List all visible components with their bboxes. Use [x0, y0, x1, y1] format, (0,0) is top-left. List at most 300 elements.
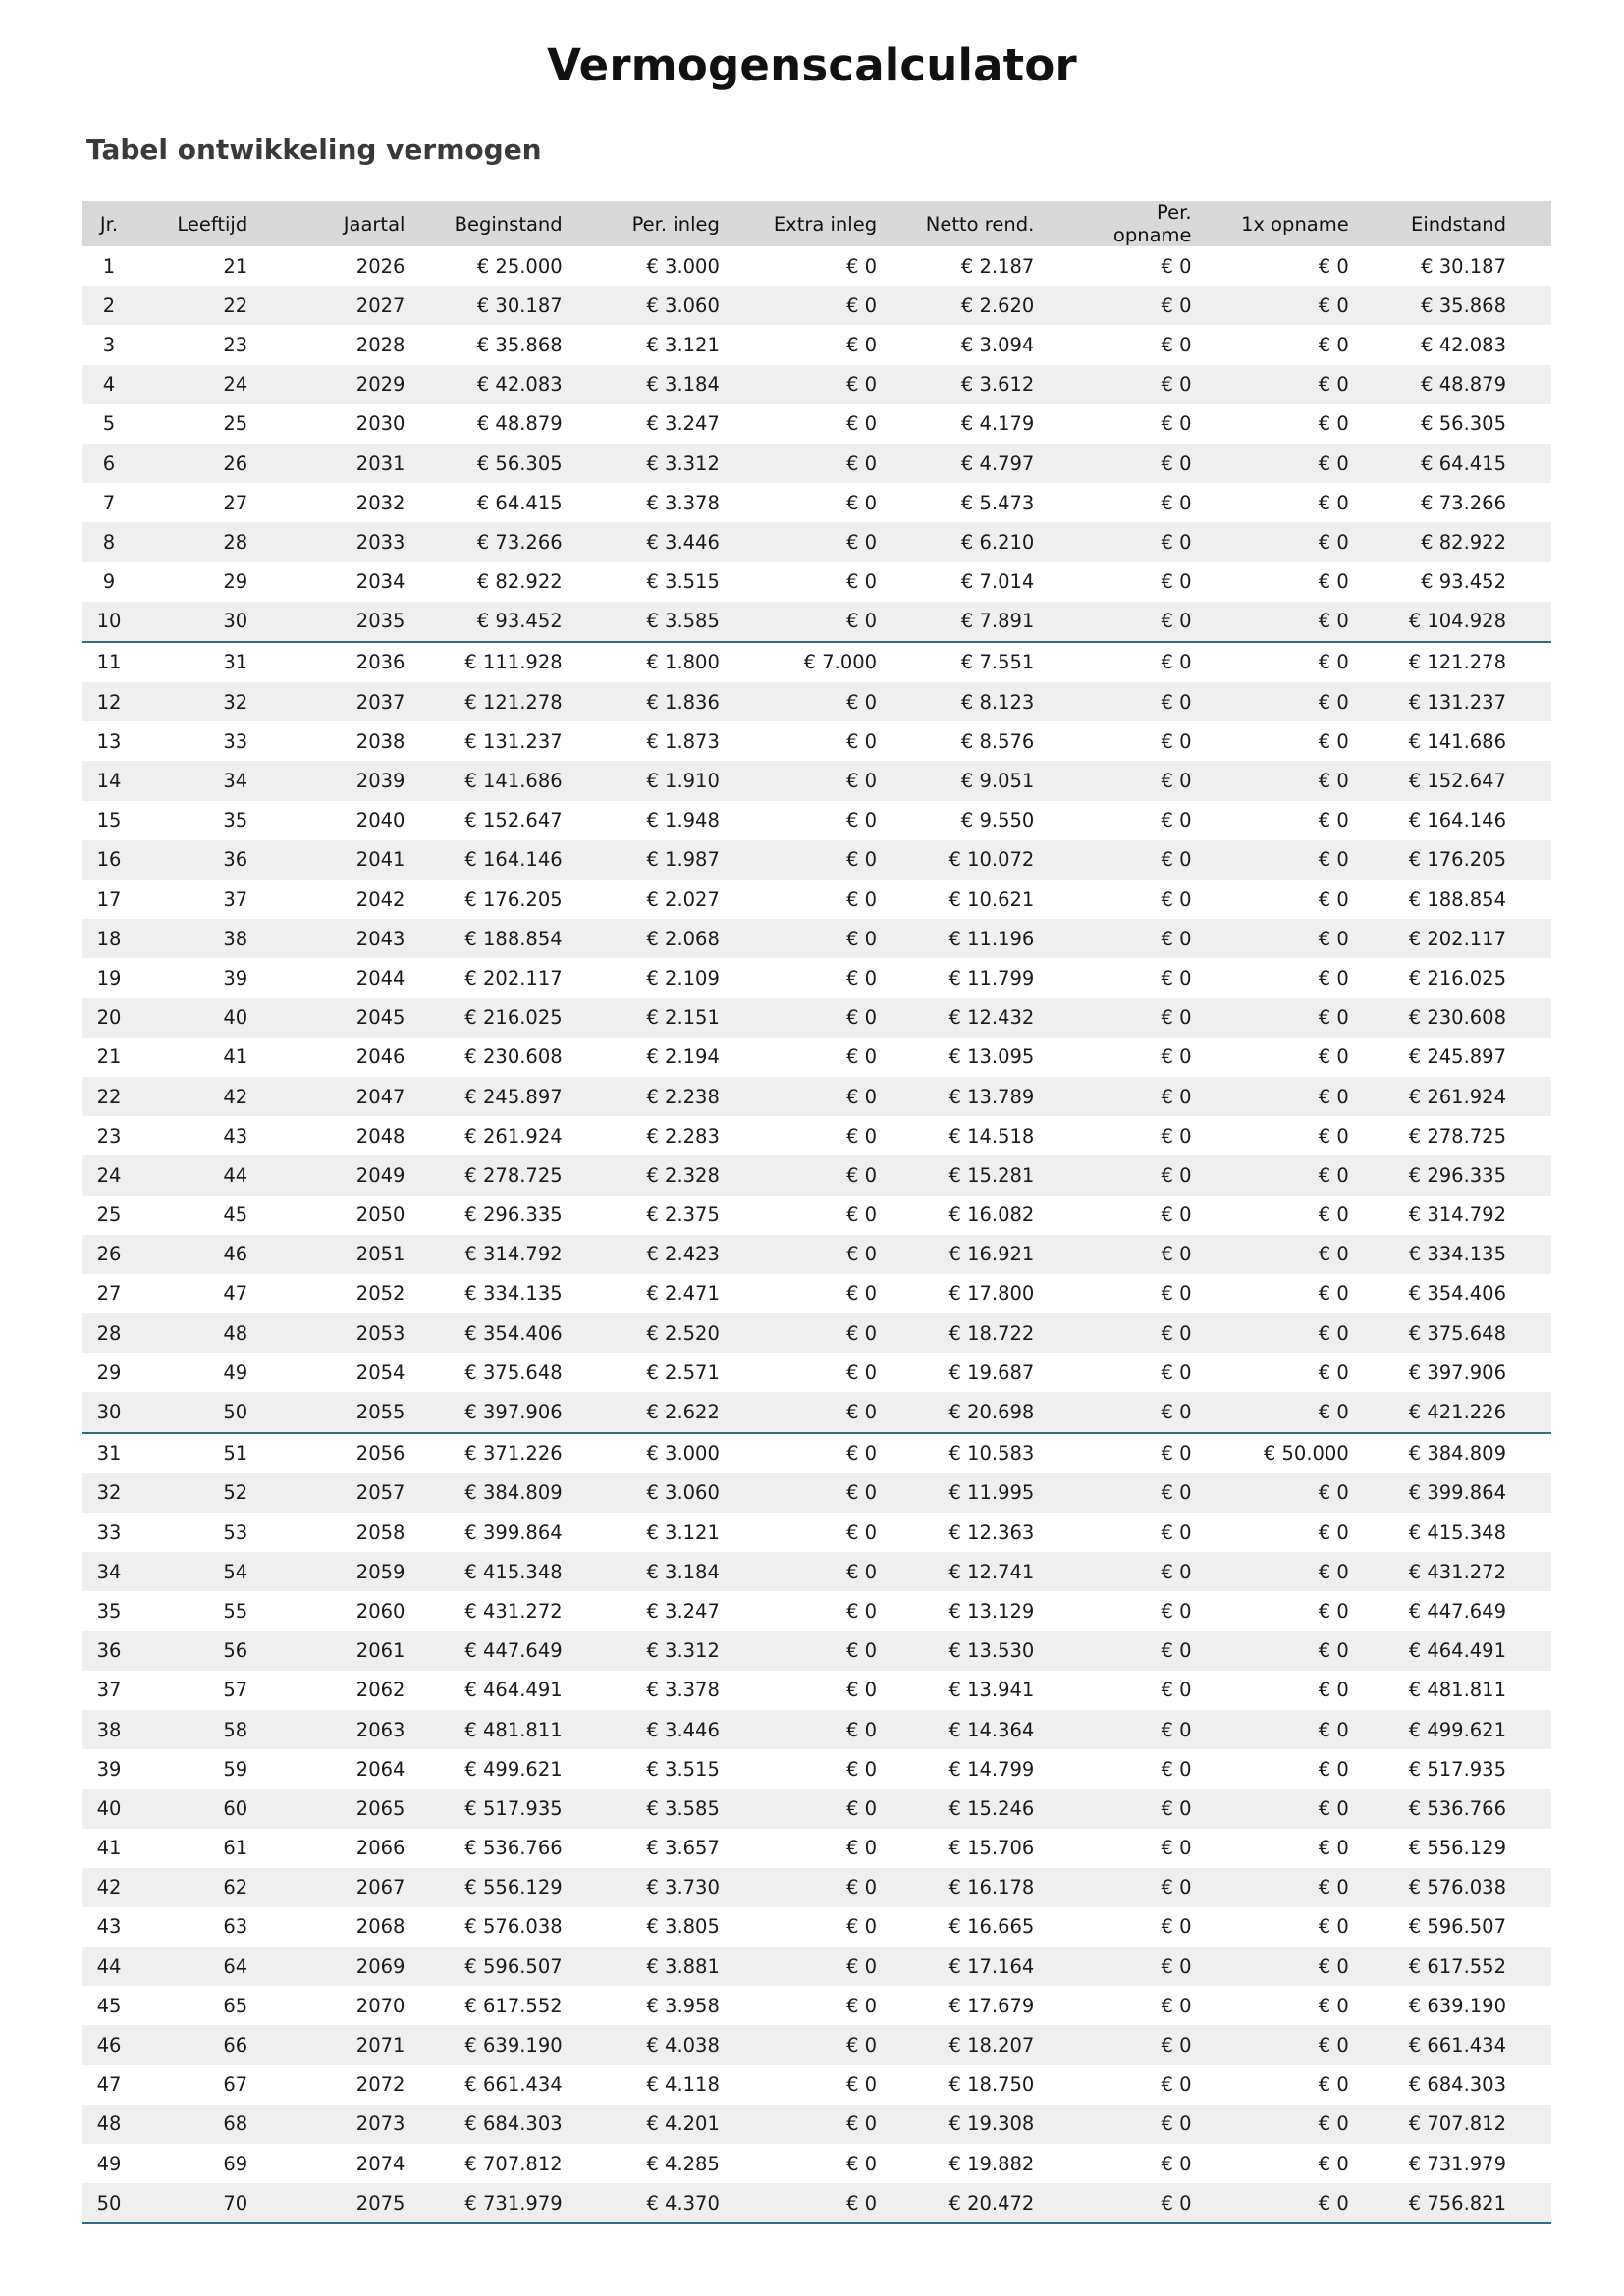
page-title: Vermogenscalculator	[547, 39, 1077, 91]
table-row	[82, 246, 1551, 286]
cell-one-time-withdrawal: € 0	[1237, 602, 1394, 642]
cell-one-time-withdrawal: € 0	[1237, 365, 1394, 404]
cell-start-balance: € 576.038	[464, 1915, 563, 1939]
cell-extra-deposit: € 0	[765, 1868, 922, 1907]
cell-extra-deposit: € 0	[765, 1789, 922, 1828]
cell-periodic-deposit: € 3.446	[608, 1710, 765, 1749]
cell-extra-deposit: € 0	[846, 809, 878, 832]
cell-year-index: 4	[82, 365, 135, 404]
cell-extra-deposit: € 0	[846, 254, 878, 278]
cell-extra-deposit: € 0	[846, 1757, 878, 1781]
cell-year: 2052	[355, 1282, 406, 1306]
cell-net-return: € 2.187	[960, 254, 1035, 278]
cell-end-balance: € 73.266	[1421, 491, 1506, 514]
cell-extra-deposit: € 0	[846, 1045, 878, 1069]
cell-periodic-withdrawal: € 0	[1079, 1710, 1236, 1749]
cell-periodic-withdrawal: € 0	[1161, 1757, 1192, 1781]
cell-start-balance: € 431.272	[464, 1599, 563, 1623]
table-row	[82, 1116, 1551, 1155]
table-row	[82, 998, 1551, 1038]
cell-net-return: € 13.530	[922, 1631, 1079, 1671]
cell-year-index: 39	[96, 1757, 122, 1781]
table-row	[82, 1552, 1551, 1591]
cell-periodic-withdrawal: € 0	[1161, 491, 1192, 514]
section-subtitle: Tabel ontwikkeling vermogen	[86, 133, 542, 166]
cell-year-index: 6	[82, 444, 135, 483]
cell-start-balance: € 245.897	[450, 1077, 607, 1116]
table-row	[82, 1155, 1551, 1195]
cell-net-return: € 12.741	[922, 1552, 1079, 1591]
cell-year-index: 50	[82, 2183, 135, 2223]
cell-start-balance: € 731.979	[450, 2183, 607, 2223]
cell-year: 2035	[293, 602, 450, 642]
cell-net-return: € 2.620	[922, 286, 1079, 325]
cell-start-balance: € 261.924	[464, 1124, 563, 1148]
cell-net-return: € 7.014	[960, 570, 1035, 594]
cell-one-time-withdrawal: € 0	[1318, 2073, 1349, 2097]
cell-one-time-withdrawal: € 0	[1318, 809, 1349, 832]
cell-net-return: € 3.612	[922, 365, 1079, 404]
cell-periodic-withdrawal: € 0	[1079, 682, 1236, 721]
cell-net-return: € 11.995	[922, 1473, 1079, 1513]
cell-start-balance: € 296.335	[464, 1203, 563, 1227]
cell-age: 31	[223, 651, 248, 674]
cell-end-balance: € 431.272	[1394, 1552, 1551, 1591]
column-header-net-return: Netto rend.	[922, 201, 1079, 246]
cell-extra-deposit: € 0	[846, 1837, 878, 1860]
cell-periodic-withdrawal: € 0	[1079, 1947, 1236, 1986]
cell-extra-deposit: € 0	[765, 602, 922, 642]
cell-net-return: € 4.797	[922, 444, 1079, 483]
cell-year: 2034	[355, 570, 406, 594]
table-row	[82, 1947, 1551, 1986]
cell-one-time-withdrawal: € 0	[1318, 1679, 1349, 1702]
column-header-periodic-deposit: Per. inleg	[608, 201, 765, 246]
cell-age: 61	[223, 1837, 248, 1860]
cell-extra-deposit: € 0	[846, 729, 878, 753]
cell-year: 2062	[355, 1679, 406, 1702]
cell-net-return: € 17.800	[948, 1282, 1035, 1306]
cell-age: 40	[135, 998, 293, 1038]
cell-year: 2037	[293, 682, 450, 721]
table-row	[82, 444, 1551, 483]
cell-end-balance: € 536.766	[1394, 1789, 1551, 1828]
cell-year-index: 23	[96, 1124, 122, 1148]
cell-age: 63	[223, 1915, 248, 1939]
table-row	[82, 2144, 1551, 2183]
column-header-end-balance: Eindstand	[1394, 201, 1551, 246]
cell-one-time-withdrawal: € 0	[1237, 1552, 1394, 1591]
table-row	[82, 562, 1551, 602]
cell-age: 50	[135, 1392, 293, 1432]
table-row	[82, 2105, 1551, 2144]
cell-extra-deposit: € 0	[765, 1235, 922, 1274]
cell-year: 2033	[293, 522, 450, 561]
cell-one-time-withdrawal: € 0	[1237, 919, 1394, 958]
cell-periodic-deposit: € 3.881	[608, 1947, 765, 1986]
cell-start-balance: € 121.278	[450, 682, 607, 721]
cell-year: 2075	[293, 2183, 450, 2223]
cell-year: 2058	[355, 1521, 406, 1544]
cell-extra-deposit: € 0	[765, 919, 922, 958]
cell-periodic-deposit: € 4.285	[646, 2152, 720, 2175]
cell-age: 23	[223, 333, 248, 356]
cell-end-balance: € 131.237	[1394, 682, 1551, 721]
cell-start-balance: € 617.552	[464, 1994, 563, 2017]
cell-periodic-withdrawal: € 0	[1079, 602, 1236, 642]
cell-periodic-withdrawal: € 0	[1161, 570, 1192, 594]
cell-start-balance: € 661.434	[464, 2073, 563, 2097]
table-row	[82, 2183, 1551, 2223]
cell-net-return: € 6.210	[922, 522, 1079, 561]
cell-end-balance: € 639.190	[1408, 1994, 1506, 2017]
cell-year: 2026	[355, 254, 406, 278]
cell-year-index: 42	[82, 1868, 135, 1907]
cell-extra-deposit: € 0	[846, 1203, 878, 1227]
cell-periodic-withdrawal: € 0	[1079, 1155, 1236, 1195]
cell-age: 49	[223, 1361, 248, 1384]
cell-net-return: € 19.882	[948, 2152, 1035, 2175]
table-row	[82, 801, 1551, 840]
cell-periodic-deposit: € 3.000	[646, 254, 720, 278]
cell-end-balance: € 141.686	[1408, 729, 1506, 753]
cell-start-balance: € 397.906	[450, 1392, 607, 1432]
cell-year-index: 40	[82, 1789, 135, 1828]
cell-periodic-deposit: € 2.622	[608, 1392, 765, 1432]
cell-one-time-withdrawal: € 0	[1237, 2105, 1394, 2144]
cell-one-time-withdrawal: € 0	[1237, 2183, 1394, 2223]
cell-end-balance: € 447.649	[1408, 1599, 1506, 1623]
cell-year-index: 32	[82, 1473, 135, 1513]
cell-year: 2053	[293, 1313, 450, 1353]
cell-periodic-withdrawal: € 0	[1161, 1837, 1192, 1860]
cell-periodic-withdrawal: € 0	[1161, 254, 1192, 278]
table-row	[82, 1473, 1551, 1513]
cell-end-balance: € 261.924	[1394, 1077, 1551, 1116]
cell-one-time-withdrawal: € 0	[1318, 1361, 1349, 1384]
cell-periodic-withdrawal: € 0	[1079, 1235, 1236, 1274]
cell-net-return: € 16.921	[922, 1235, 1079, 1274]
cell-year-index: 19	[96, 966, 122, 989]
cell-start-balance: € 499.621	[464, 1757, 563, 1781]
cell-extra-deposit: € 0	[846, 1282, 878, 1306]
cell-age: 32	[135, 682, 293, 721]
table-row	[82, 404, 1551, 444]
cell-periodic-deposit: € 3.446	[608, 522, 765, 561]
cell-start-balance: € 202.117	[464, 966, 563, 989]
cell-year: 2044	[355, 966, 406, 989]
cell-one-time-withdrawal: € 0	[1237, 2025, 1394, 2064]
table-row	[82, 880, 1551, 919]
cell-age: 43	[223, 1124, 248, 1148]
cell-extra-deposit: € 0	[846, 1915, 878, 1939]
cell-one-time-withdrawal: € 0	[1318, 1045, 1349, 1069]
cell-year-index: 8	[82, 522, 135, 561]
cell-year: 2039	[293, 761, 450, 800]
cell-net-return: € 8.576	[960, 729, 1035, 753]
table-row	[82, 483, 1551, 522]
table-row	[82, 325, 1551, 364]
cell-year-index: 21	[96, 1045, 122, 1069]
cell-periodic-deposit: € 3.585	[608, 1789, 765, 1828]
cell-end-balance: € 384.809	[1408, 1442, 1506, 1466]
cell-year-index: 29	[96, 1361, 122, 1384]
cell-age: 67	[223, 2073, 248, 2097]
cell-end-balance: € 421.226	[1394, 1392, 1551, 1432]
table-row	[82, 1671, 1551, 1710]
cell-periodic-deposit: € 3.730	[608, 1868, 765, 1907]
cell-age: 45	[223, 1203, 248, 1227]
cell-year: 2064	[355, 1757, 406, 1781]
cell-year: 2065	[293, 1789, 450, 1828]
cell-year: 2050	[355, 1203, 406, 1227]
cell-age: 34	[135, 761, 293, 800]
cell-periodic-withdrawal: € 0	[1079, 1789, 1236, 1828]
cell-end-balance: € 188.854	[1408, 887, 1506, 911]
cell-year: 2060	[355, 1599, 406, 1623]
cell-year-index: 46	[82, 2025, 135, 2064]
cell-year: 2042	[355, 887, 406, 911]
cell-year-index: 33	[96, 1521, 122, 1544]
cell-extra-deposit: € 0	[765, 1155, 922, 1195]
cell-start-balance: € 73.266	[450, 522, 607, 561]
cell-net-return: € 10.583	[948, 1442, 1035, 1466]
cell-extra-deposit: € 0	[765, 2183, 922, 2223]
cell-age: 25	[223, 412, 248, 436]
cell-start-balance: € 48.879	[476, 412, 563, 436]
cell-extra-deposit: € 0	[765, 1392, 922, 1432]
wealth-development-table	[82, 201, 1551, 2224]
cell-extra-deposit: € 0	[846, 491, 878, 514]
cell-start-balance: € 314.792	[450, 1235, 607, 1274]
cell-extra-deposit: € 0	[765, 2105, 922, 2144]
cell-age: 46	[135, 1235, 293, 1274]
cell-end-balance: € 334.135	[1394, 1235, 1551, 1274]
cell-year-index: 41	[96, 1837, 122, 1860]
cell-year-index: 44	[82, 1947, 135, 1986]
cell-extra-deposit: € 0	[765, 998, 922, 1038]
cell-age: 59	[223, 1757, 248, 1781]
cell-start-balance: € 230.608	[464, 1045, 563, 1069]
cell-year-index: 27	[96, 1282, 122, 1306]
cell-start-balance: € 141.686	[450, 761, 607, 800]
cell-one-time-withdrawal: € 0	[1237, 522, 1394, 561]
cell-periodic-deposit: € 2.423	[608, 1235, 765, 1274]
cell-one-time-withdrawal: € 0	[1237, 1710, 1394, 1749]
cell-start-balance: € 415.348	[450, 1552, 607, 1591]
cell-net-return: € 13.095	[948, 1045, 1035, 1069]
cell-periodic-deposit: € 3.805	[646, 1915, 720, 1939]
cell-periodic-withdrawal: € 0	[1161, 809, 1192, 832]
cell-periodic-withdrawal: € 0	[1161, 1442, 1192, 1466]
cell-end-balance: € 756.821	[1394, 2183, 1551, 2223]
cell-periodic-withdrawal: € 0	[1079, 1313, 1236, 1353]
cell-periodic-deposit: € 2.375	[646, 1203, 720, 1227]
cell-year-index: 12	[82, 682, 135, 721]
cell-end-balance: € 731.979	[1408, 2152, 1506, 2175]
cell-year: 2074	[355, 2152, 406, 2175]
cell-year: 2054	[355, 1361, 406, 1384]
cell-periodic-withdrawal: € 0	[1161, 966, 1192, 989]
cell-periodic-withdrawal: € 0	[1079, 286, 1236, 325]
cell-year: 2057	[293, 1473, 450, 1513]
cell-year-index: 34	[82, 1552, 135, 1591]
cell-end-balance: € 399.864	[1394, 1473, 1551, 1513]
cell-end-balance: € 42.083	[1421, 333, 1506, 356]
cell-extra-deposit: € 0	[765, 682, 922, 721]
cell-end-balance: € 517.935	[1408, 1757, 1506, 1781]
cell-end-balance: € 93.452	[1421, 570, 1506, 594]
table-row	[82, 1513, 1551, 1552]
cell-extra-deposit: € 0	[846, 887, 878, 911]
cell-start-balance: € 371.226	[464, 1442, 563, 1466]
cell-year-index: 45	[96, 1994, 122, 2017]
cell-one-time-withdrawal: € 0	[1237, 1868, 1394, 1907]
cell-one-time-withdrawal: € 0	[1237, 1947, 1394, 1986]
cell-periodic-withdrawal: € 0	[1079, 444, 1236, 483]
cell-periodic-withdrawal: € 0	[1079, 840, 1236, 880]
cell-year: 2047	[293, 1077, 450, 1116]
cell-start-balance: € 25.000	[476, 254, 563, 278]
cell-one-time-withdrawal: € 0	[1237, 1155, 1394, 1195]
cell-end-balance: € 464.491	[1394, 1631, 1551, 1671]
cell-extra-deposit: € 0	[765, 522, 922, 561]
cell-one-time-withdrawal: € 0	[1318, 1915, 1349, 1939]
cell-year-index: 10	[82, 602, 135, 642]
cell-start-balance: € 30.187	[450, 286, 607, 325]
cell-net-return: € 14.518	[948, 1124, 1035, 1148]
cell-age: 37	[223, 887, 248, 911]
cell-extra-deposit: € 0	[846, 1521, 878, 1544]
cell-end-balance: € 556.129	[1408, 1837, 1506, 1860]
cell-periodic-deposit: € 3.515	[646, 1757, 720, 1781]
cell-one-time-withdrawal: € 0	[1237, 1473, 1394, 1513]
table-row	[82, 1235, 1551, 1274]
cell-periodic-deposit: € 3.247	[646, 412, 720, 436]
cell-year: 2056	[355, 1442, 406, 1466]
cell-end-balance: € 415.348	[1408, 1521, 1506, 1544]
cell-net-return: € 13.941	[948, 1679, 1035, 1702]
cell-year-index: 5	[102, 412, 116, 436]
cell-year: 2046	[355, 1045, 406, 1069]
cell-year: 2066	[355, 1837, 406, 1860]
cell-periodic-deposit: € 4.370	[608, 2183, 765, 2223]
cell-extra-deposit: € 0	[846, 2152, 878, 2175]
cell-one-time-withdrawal: € 0	[1318, 1837, 1349, 1860]
cell-net-return: € 10.072	[922, 840, 1079, 880]
cell-periodic-withdrawal: € 0	[1161, 1915, 1192, 1939]
cell-year: 2028	[355, 333, 406, 356]
cell-periodic-deposit: € 2.027	[646, 887, 720, 911]
cell-extra-deposit: € 0	[846, 1994, 878, 2017]
cell-net-return: € 7.551	[960, 651, 1035, 674]
cell-year: 2032	[355, 491, 406, 514]
table-row	[82, 1789, 1551, 1828]
cell-year-index: 7	[102, 491, 116, 514]
cell-end-balance: € 481.811	[1408, 1679, 1506, 1702]
table-row	[82, 1353, 1551, 1392]
cell-year-index: 16	[82, 840, 135, 880]
table-row	[82, 1986, 1551, 2025]
cell-net-return: € 11.799	[948, 966, 1035, 989]
cell-age: 47	[223, 1282, 248, 1306]
cell-year-index: 30	[82, 1392, 135, 1432]
cell-end-balance: € 82.922	[1394, 522, 1551, 561]
cell-periodic-deposit: € 2.194	[646, 1045, 720, 1069]
cell-end-balance: € 684.303	[1408, 2073, 1506, 2097]
cell-one-time-withdrawal: € 0	[1318, 2152, 1349, 2175]
table-row	[82, 1313, 1551, 1353]
cell-periodic-withdrawal: € 0	[1079, 998, 1236, 1038]
table-row	[82, 958, 1551, 997]
cell-age: 54	[135, 1552, 293, 1591]
table-row	[82, 365, 1551, 404]
cell-year: 2067	[293, 1868, 450, 1907]
table-row	[82, 1077, 1551, 1116]
table-row	[82, 761, 1551, 800]
cell-net-return: € 14.799	[948, 1757, 1035, 1781]
cell-periodic-deposit: € 3.247	[646, 1599, 720, 1623]
cell-year-index: 15	[96, 809, 122, 832]
cell-periodic-withdrawal: € 0	[1161, 1203, 1192, 1227]
cell-periodic-withdrawal: € 0	[1161, 1124, 1192, 1148]
table-row	[82, 919, 1551, 958]
cell-periodic-withdrawal: € 0	[1161, 1679, 1192, 1702]
cell-net-return: € 16.082	[948, 1203, 1035, 1227]
cell-periodic-withdrawal: € 0	[1161, 333, 1192, 356]
cell-age: 60	[135, 1789, 293, 1828]
cell-year-index: 1	[102, 254, 116, 278]
cell-end-balance: € 35.868	[1394, 286, 1551, 325]
cell-age: 62	[135, 1868, 293, 1907]
table-row	[82, 1038, 1551, 1077]
cell-extra-deposit: € 0	[765, 1077, 922, 1116]
table-row	[82, 840, 1551, 880]
table-row	[82, 1392, 1551, 1432]
cell-periodic-withdrawal: € 0	[1161, 1282, 1192, 1306]
cell-net-return: € 13.789	[922, 1077, 1079, 1116]
cell-year: 2040	[355, 809, 406, 832]
cell-extra-deposit: € 0	[765, 2025, 922, 2064]
cell-year: 2038	[355, 729, 406, 753]
cell-periodic-withdrawal: € 0	[1161, 2152, 1192, 2175]
cell-age: 58	[135, 1710, 293, 1749]
cell-age: 48	[135, 1313, 293, 1353]
cell-start-balance: € 556.129	[450, 1868, 607, 1907]
cell-periodic-withdrawal: € 0	[1161, 1599, 1192, 1623]
cell-end-balance: € 152.647	[1394, 761, 1551, 800]
cell-age: 29	[223, 570, 248, 594]
cell-periodic-deposit: € 3.378	[646, 491, 720, 514]
cell-year-index: 17	[96, 887, 122, 911]
cell-extra-deposit: € 0	[765, 286, 922, 325]
cell-age: 27	[223, 491, 248, 514]
table-row	[82, 682, 1551, 721]
cell-periodic-deposit: € 1.800	[646, 651, 720, 674]
cell-start-balance: € 596.507	[450, 1947, 607, 1986]
cell-extra-deposit: € 0	[765, 1473, 922, 1513]
cell-one-time-withdrawal: € 0	[1318, 570, 1349, 594]
cell-age: 44	[135, 1155, 293, 1195]
cell-one-time-withdrawal: € 0	[1237, 682, 1394, 721]
cell-net-return: € 16.665	[948, 1915, 1035, 1939]
cell-extra-deposit: € 0	[765, 840, 922, 880]
cell-year-index: 22	[82, 1077, 135, 1116]
cell-net-return: € 17.679	[948, 1994, 1035, 2017]
table-row	[82, 1907, 1551, 1947]
cell-periodic-deposit: € 2.109	[646, 966, 720, 989]
cell-periodic-deposit: € 2.238	[608, 1077, 765, 1116]
